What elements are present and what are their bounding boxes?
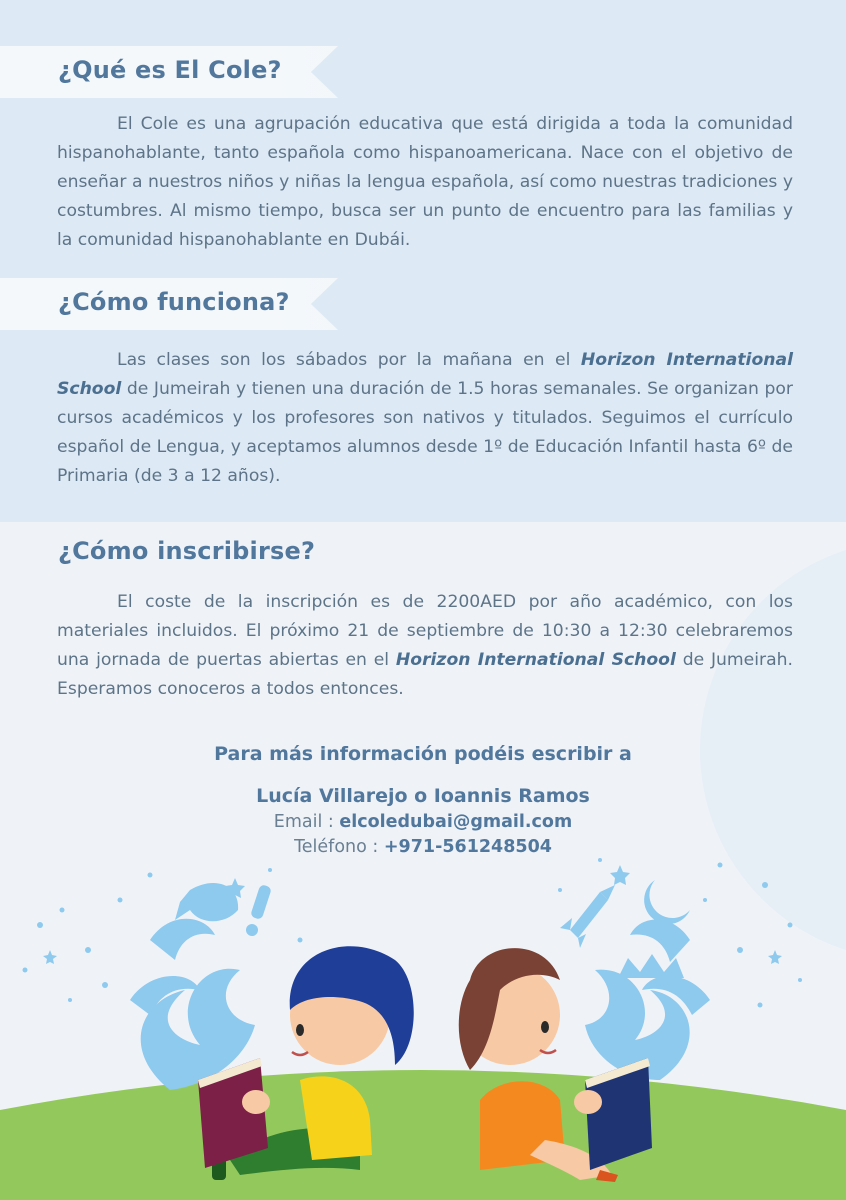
section-title-como-inscribirse: ¿Cómo inscribirse?	[58, 537, 316, 565]
rocket-icon	[560, 885, 615, 948]
contact-intro: Para más información podéis escribir a	[214, 743, 632, 765]
contact-names: Lucía Villarejo o Ioannis Ramos	[256, 785, 590, 807]
left-splash	[130, 919, 255, 1090]
body-text: de Jumeirah y tienen una duración de 1.5 horas semanales. Se organizan por cursos académicos y los profesores son nativos y titulados. Seguimos el currículo español de Lengua, y aceptamos alumnos desde 1º de Educación Infantil hasta 6º de Primaria (de 3 a 12 años).	[57, 379, 793, 486]
section-body-que-es: El Cole es una agrupación educativa que está dirigida a toda la comunidad hispanohablante, tanto española como hispanoamericana. Nace con el objetivo de enseñar a nuestros niños y niñas la lengua española, así como nuestras tradiciones y costumbres. Al mismo tiempo, busca ser un punto de encuentro para las familias y la comunidad hispanohablante en Dubái.	[57, 114, 793, 250]
phone-link[interactable]: +971-561248504	[383, 837, 552, 857]
email-link[interactable]: elcoledubai@gmail.com	[339, 812, 573, 832]
body-text: Las clases son los sábados por la mañana en el	[117, 350, 571, 370]
contact-email-line	[0, 812, 846, 832]
email-label: Email :	[273, 812, 334, 832]
school-name: Horizon International School	[57, 350, 793, 399]
section-body-como-funciona	[57, 346, 793, 491]
body-text: de Jumeirah. Esperamos conoceros a todos entonces.	[57, 650, 793, 699]
moon-icon	[644, 880, 690, 924]
section-title-que-es: ¿Qué es El Cole?	[58, 56, 282, 84]
grass-hill	[0, 1070, 846, 1200]
body-text: El coste de la inscripción es de 2200AED por año académico, con los materiales incluidos. El próximo 21 de septiembre de 10:30 a 12:30 celebraremos una jornada de puertas abiertas en el	[57, 592, 793, 670]
exclamation-icon	[246, 884, 272, 936]
kids-reading-illustration	[0, 830, 846, 1200]
phone-label: Teléfono :	[294, 837, 379, 857]
crown-icon	[618, 954, 684, 978]
right-splash	[585, 919, 710, 1080]
school-name: Horizon International School	[395, 650, 676, 670]
section-title-como-funciona: ¿Cómo funciona?	[58, 288, 290, 316]
section-body-como-inscribirse	[57, 588, 793, 704]
